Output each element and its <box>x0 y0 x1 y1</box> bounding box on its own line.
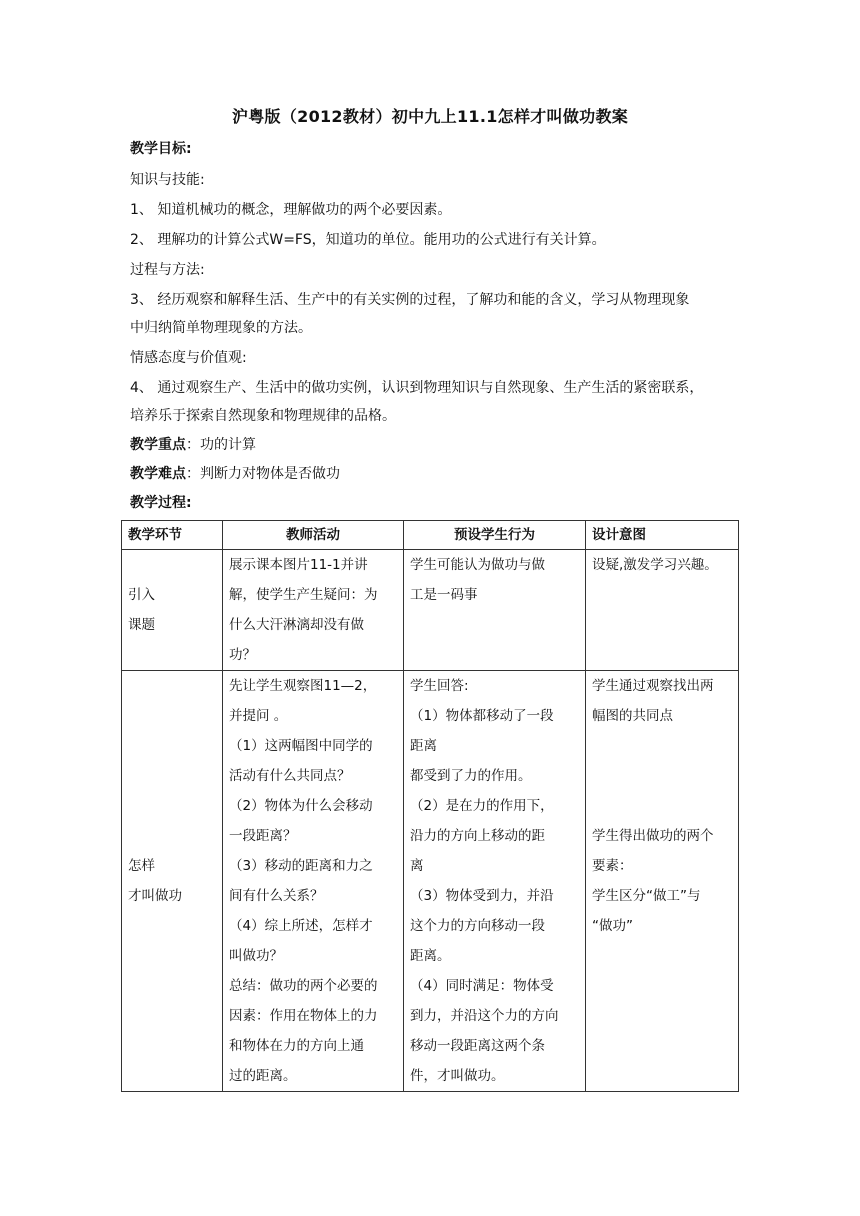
difficulty-label: 教学难点 <box>130 466 186 482</box>
spacer <box>592 791 732 821</box>
teacher-cell <box>223 671 404 1092</box>
header-stage: 教学环节 <box>122 521 223 550</box>
cell-line: 学生可能认为做功与做 <box>410 557 545 573</box>
difficulty-text: ：判断力对物体是否做功 <box>186 466 340 482</box>
cell-line: （1）物体都移动了一段 <box>410 708 554 724</box>
stage-cell <box>122 550 223 671</box>
objective-item-1: 1、 知道机械功的概念，理解做功的两个必要因素。 <box>130 202 452 218</box>
cell-line: 功？ <box>229 647 256 663</box>
cell-line: （1）这两幅图中同学的 <box>229 738 373 754</box>
page-title: 沪粤版（2012教材）初中九上11.1怎样才叫做功教案 <box>231 107 629 126</box>
cell-line: 幅图的共同点 <box>592 708 673 724</box>
cell-line: 叫做功？ <box>229 948 283 964</box>
cell-line: （2）物体为什么会移动 <box>229 798 373 814</box>
cell-line: 解，使学生产生疑问：为 <box>229 587 378 603</box>
objective-item-3-line2: 中归纳简单物理现象的方法。 <box>130 320 312 336</box>
stage-cell <box>122 671 223 1092</box>
cell-line: 件，才叫做功。 <box>410 1068 505 1084</box>
stage-line: 才叫做功 <box>128 888 182 904</box>
cell-line: “做功” <box>592 918 633 934</box>
spacer <box>592 761 732 791</box>
cell-line: 什么大汗淋漓却没有做 <box>229 617 364 633</box>
objective-item-3-line1: 3、 经历观察和解释生活、生产中的有关实例的过程，了解功和能的含义，学习从物理现象 <box>130 292 690 308</box>
objective-item-2: 2、 理解功的计算公式W=FS，知道功的单位。能用功的公式进行有关计算。 <box>130 232 606 248</box>
cell-line: 学生通过观察找出两 <box>592 678 714 694</box>
stage-line: 课题 <box>128 617 155 633</box>
cell-line: （4）同时满足：物体受 <box>410 978 554 994</box>
stage-line: 引入 <box>128 587 155 603</box>
cell-line: 因素：作用在物体上的力 <box>229 1008 378 1024</box>
student-cell <box>404 550 586 671</box>
knowledge-heading: 知识与技能: <box>130 172 205 188</box>
cell-line: 距离 <box>410 738 437 754</box>
cell-line: 设疑,激发学习兴趣。 <box>592 557 718 573</box>
cell-line: （3）物体受到力，并沿 <box>410 888 554 904</box>
objectives-heading: 教学目标: <box>130 141 192 157</box>
key-point <box>130 435 735 455</box>
cell-line: 学生区分“做工”与 <box>592 888 701 904</box>
cell-line: 总结：做功的两个必要的 <box>229 978 378 994</box>
difficulty <box>130 464 735 484</box>
cell-line: 这个力的方向移动一段 <box>410 918 545 934</box>
header-student: 预设学生行为 <box>404 521 586 550</box>
cell-line: 过的距离。 <box>229 1068 297 1084</box>
cell-line: 工是一码事 <box>410 587 478 603</box>
spacer <box>592 731 732 761</box>
cell-line: 沿力的方向上移动的距 <box>410 828 545 844</box>
stage-line: 怎样 <box>128 858 155 874</box>
cell-line: 间有什么关系？ <box>229 888 324 904</box>
cell-line: 离 <box>410 858 424 874</box>
cell-line: 先让学生观察图11—2， <box>229 678 377 694</box>
header-intent: 设计意图 <box>586 521 739 550</box>
table-row <box>122 671 739 1092</box>
header-teacher: 教师活动 <box>223 521 404 550</box>
cell-line: 要素： <box>592 858 633 874</box>
process-method-heading: 过程与方法: <box>130 262 205 278</box>
cell-line: 展示课本图片11-1并讲 <box>229 557 368 573</box>
cell-line: 一段距离？ <box>229 828 297 844</box>
lesson-table <box>121 520 739 1092</box>
objective-item-4-line2: 培养乐于探索自然现象和物理规律的品格。 <box>130 408 396 424</box>
key-point-label: 教学重点 <box>130 437 186 453</box>
table-row <box>122 550 739 671</box>
cell-line: 并提问 。 <box>229 708 288 724</box>
table-header-row <box>122 521 739 550</box>
cell-line: 活动有什么共同点？ <box>229 768 351 784</box>
intent-cell <box>586 671 739 1092</box>
student-cell <box>404 671 586 1092</box>
teacher-cell <box>223 550 404 671</box>
key-point-text: ：功的计算 <box>186 437 256 453</box>
emotion-heading: 情感态度与价值观: <box>130 350 247 366</box>
cell-line: 学生回答: <box>410 678 469 694</box>
intent-cell <box>586 550 739 671</box>
objective-item-4-line1: 4、 通过观察生产、生活中的做功实例，认识到物理知识与自然现象、生产生活的紧密联系， <box>130 380 704 396</box>
process-heading: 教学过程: <box>130 495 192 511</box>
cell-line: 学生得出做功的两个 <box>592 828 714 844</box>
cell-line: （3）移动的距离和力之 <box>229 858 373 874</box>
cell-line: （2）是在力的作用下， <box>410 798 554 814</box>
cell-line: 和物体在力的方向上通 <box>229 1038 364 1054</box>
cell-line: 到力，并沿这个力的方向 <box>410 1008 559 1024</box>
cell-line: 移动一段距离这两个条 <box>410 1038 545 1054</box>
cell-line: 距离。 <box>410 948 451 964</box>
cell-line: 都受到了力的作用。 <box>410 768 532 784</box>
cell-line: （4）综上所述，怎样才 <box>229 918 373 934</box>
